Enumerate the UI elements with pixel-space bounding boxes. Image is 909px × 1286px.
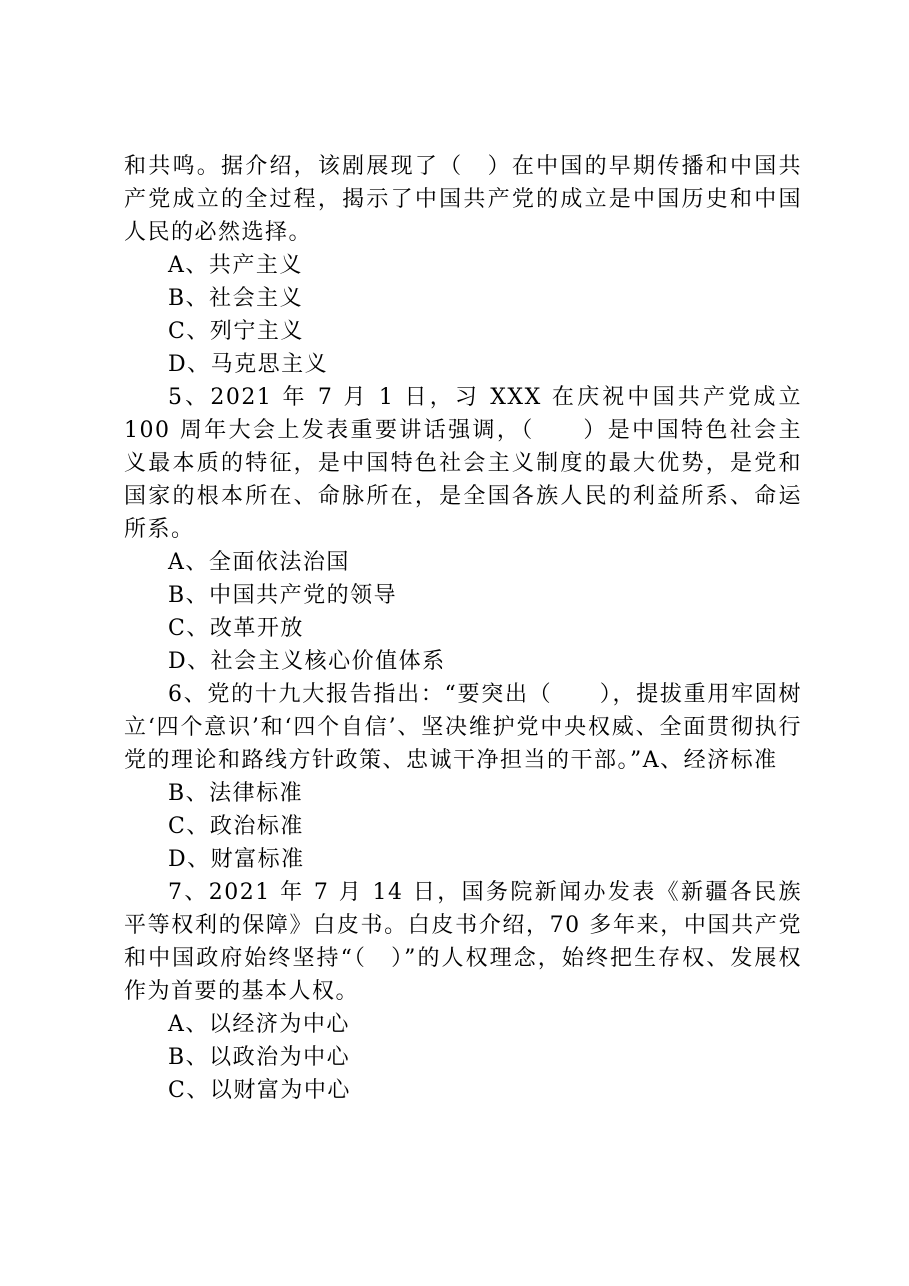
q4-option-a: A、共产主义 xyxy=(168,253,303,278)
document-page xyxy=(124,150,802,1107)
q7-stem: 7、2021 年 7 月 14 日，国务院新闻办发表《新疆各民族平等权利的保障》白皮书。白皮书介绍，70 多年来，中国共产党和中国政府始终坚持“（ ）”的人权理念，始终把生存权、发展权作为首要的基本人权。 xyxy=(124,880,802,1004)
q5-option-d: D、社会主义核心价值体系 xyxy=(168,649,446,674)
q5-option-a: A、全面依法治国 xyxy=(168,550,350,575)
q4-option-c: C、列宁主义 xyxy=(168,319,304,344)
q7-option-c: C、以财富为中心 xyxy=(168,1078,351,1103)
q6-option-c: C、政治标准 xyxy=(168,814,304,839)
q4-option-b: B、社会主义 xyxy=(168,286,304,311)
q7-option-a: A、以经济为中心 xyxy=(168,1012,350,1037)
q6-stem: 6、党的十九大报告指出：“要突出（ ），提拔重用牢固树立‘四个意识’和‘四个自信’、坚决维护党中央权威、全面贯彻执行党的理论和路线方针政策、忠诚干净担当的干部。”A、经济标准 xyxy=(124,682,802,773)
q5-stem: 5、2021 年 7 月 1 日，习 XXX 在庆祝中国共产党成立 100 周年大会上发表重要讲话强调，（ ）是中国特色社会主义最本质的特征，是中国特色社会主义制度的最大优势，是党和国家的根本所在、命脉所在，是全国各族人民的利益所系、命运所系。 xyxy=(124,385,802,542)
q5-option-b: B、中国共产党的领导 xyxy=(168,583,398,608)
q7-option-b: B、以政治为中心 xyxy=(168,1045,351,1070)
q4-option-d: D、马克思主义 xyxy=(168,352,329,377)
intro-paragraph: 和共鸣。据介绍，该剧展现了（ ）在中国的早期传播和中国共产党成立的全过程，揭示了中国共产党的成立是中国历史和中国人民的必然选择。 xyxy=(124,154,802,245)
q5-option-c: C、改革开放 xyxy=(168,616,304,641)
q6-option-b: B、法律标准 xyxy=(168,781,304,806)
q6-option-d: D、财富标准 xyxy=(168,847,305,872)
